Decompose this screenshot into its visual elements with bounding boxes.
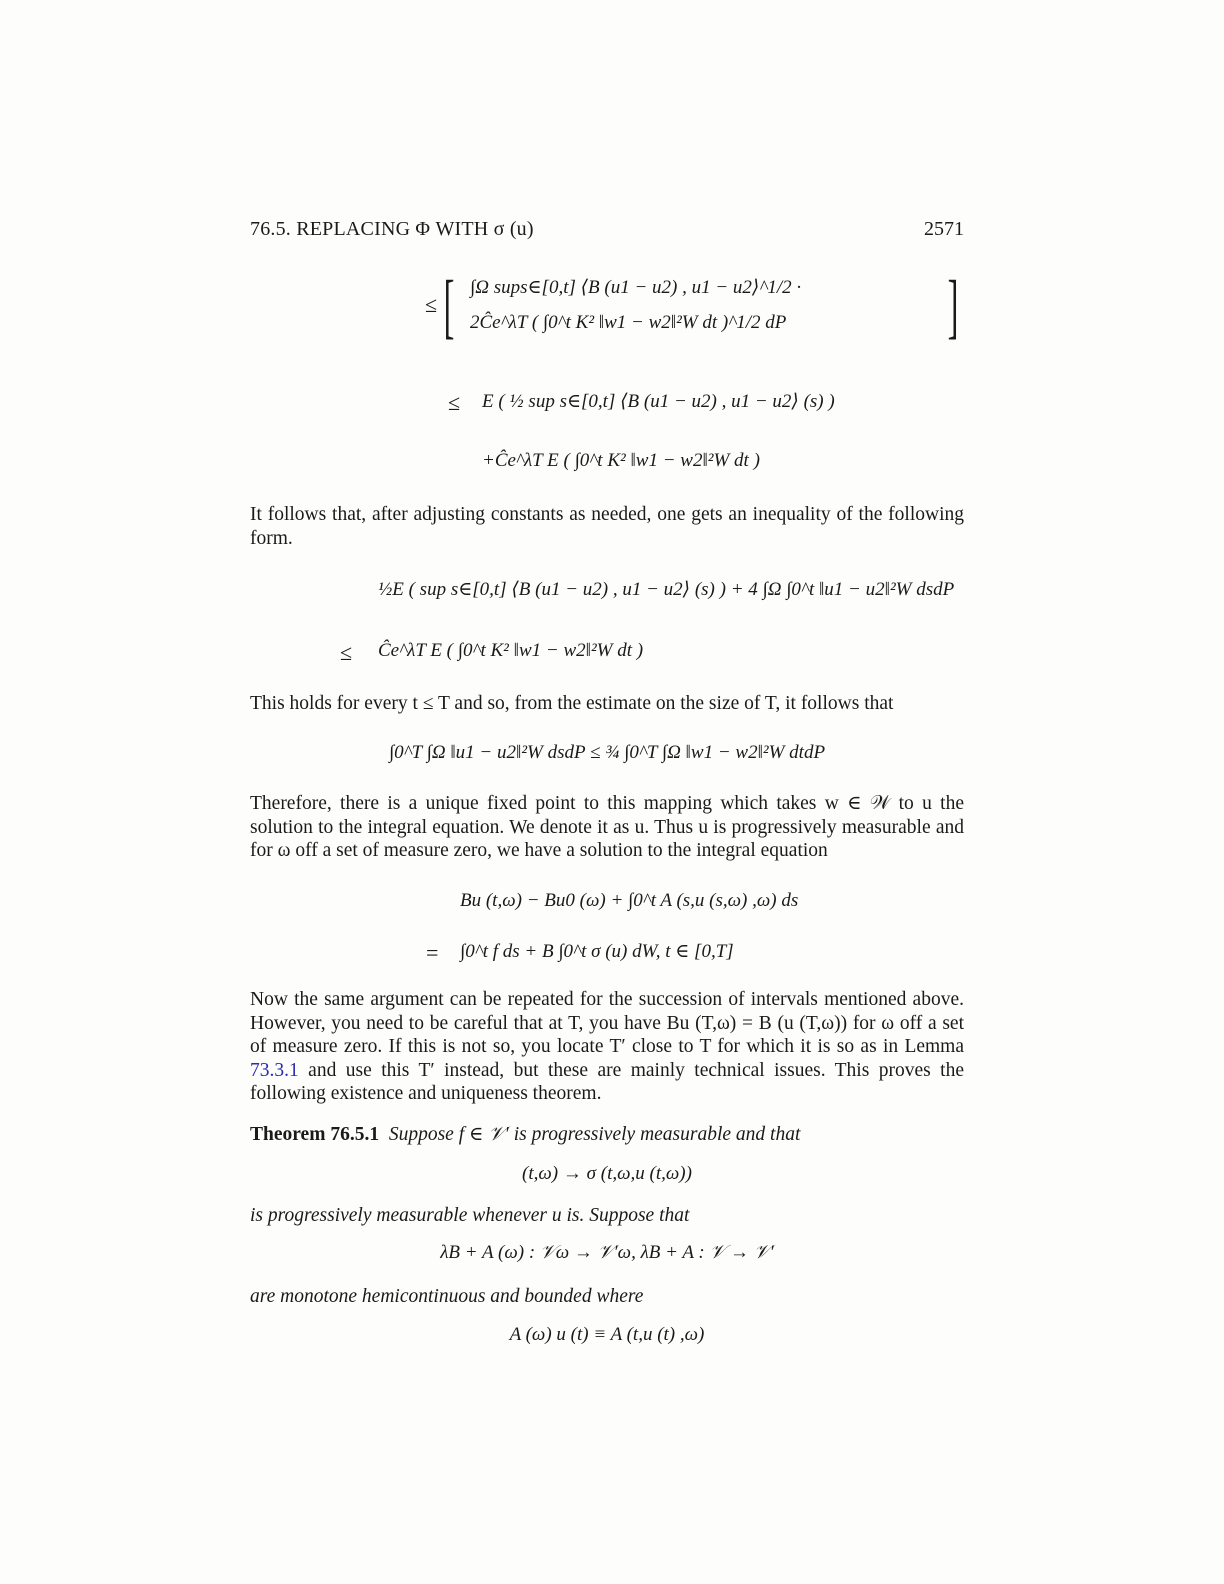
paragraph-4-part-1: Now the same argument can be repeated for the succession of intervals mentioned above. However, you need to be careful that at T, you have Bu (T,ω) = B (u (T,ω)) for ω off a set of measure zero. If this is not so, you locate T′ close to T for which it is so as in Lemma — [250, 989, 964, 1057]
equation-1-line-2: 2Ĉe^λT ( ∫0^t K² ‖w1 − w2‖²W dt )^1/2 dP — [470, 312, 787, 333]
eq-sign: = — [426, 940, 439, 965]
equation-7 — [250, 1242, 964, 1264]
running-header — [250, 218, 964, 244]
equation-5-line-1: Bu (t,ω) − Bu0 (ω) + ∫0^t A (s,u (s,ω) ,ω) ds — [460, 890, 799, 911]
equation-1-line-1: ∫Ω sups∈[0,t] ⟨B (u1 − u2) , u1 − u2⟩^1/2 · — [470, 277, 802, 298]
paragraph-3-text: Therefore, there is a unique fixed point to this mapping which takes w ∈ 𝒲 to u the solution to the integral equation. We denote it as u. Thus u is progressively measurable and for ω off a set of measure zero, we have a solution to the integral equation — [250, 793, 964, 861]
le-sign: ≤ — [448, 390, 461, 415]
equation-8-text: A (ω) u (t) ≡ A (t,u (t) ,ω) — [509, 1324, 705, 1345]
theorem-text-3-block — [250, 1285, 964, 1309]
theorem-line-1 — [250, 1123, 964, 1147]
equation-2-line-1: E ( ½ sup s∈[0,t] ⟨B (u1 − u2) , u1 − u2⟩ (s) ) — [482, 391, 835, 412]
lemma-link[interactable]: 73.3.1 — [250, 1059, 299, 1081]
equation-7-text: λB + A (ω) : 𝒱ω → 𝒱′ω, λB + A : 𝒱 → 𝒱′ — [440, 1242, 774, 1263]
equation-6 — [250, 1163, 964, 1185]
equation-5 — [420, 884, 980, 984]
paragraph-3 — [250, 792, 964, 863]
equation-1 — [425, 266, 965, 352]
theorem-text-2: is progressively measurable whenever u is. Suppose that — [250, 1205, 690, 1226]
paragraph-4 — [250, 988, 964, 1106]
section-title: 76.5. REPLACING Φ WITH σ (u) — [250, 218, 534, 240]
right-bracket: ] — [947, 266, 959, 346]
paragraph-4-text — [250, 988, 964, 1106]
le-sign: ≤ — [340, 640, 353, 665]
paragraph-2-text: This holds for every t ≤ T and so, from the estimate on the size of T, it follows that — [250, 693, 894, 714]
equation-2-line-2: +Ĉe^λT E ( ∫0^t K² ‖w1 − w2‖²W dt ) — [482, 450, 760, 471]
equation-2 — [448, 370, 988, 490]
equation-4 — [250, 742, 964, 782]
theorem-text-1: Suppose f ∈ 𝒱′ is progressively measurable and that — [388, 1124, 801, 1145]
equation-8 — [250, 1324, 964, 1346]
equation-4-text: ∫0^T ∫Ω ‖u1 − u2‖²W dsdP ≤ ¾ ∫0^T ∫Ω ‖w1 − w2‖²W dtdP — [388, 742, 826, 763]
paragraph-1-text: It follows that, after adjusting constants as needed, one gets an inequality of the following form. — [250, 504, 964, 549]
paragraph-2 — [250, 692, 964, 716]
paragraph-1 — [250, 503, 964, 550]
equation-3-line-1: ½E ( sup s∈[0,t] ⟨B (u1 − u2) , u1 − u2⟩ (s) ) + 4 ∫Ω ∫0^t ‖u1 − u2‖²W dsdP — [378, 579, 955, 600]
equation-3-line-2: Ĉe^λT E ( ∫0^t K² ‖w1 − w2‖²W dt ) — [378, 640, 644, 661]
theorem-text-2-block — [250, 1204, 964, 1228]
theorem-text-3: are monotone hemicontinuous and bounded where — [250, 1286, 644, 1307]
left-bracket: [ — [443, 266, 455, 346]
page-number: 2571 — [924, 218, 964, 240]
equation-5-line-2: ∫0^t f ds + B ∫0^t σ (u) dW, t ∈ [0,T] — [460, 941, 734, 962]
le-sign: ≤ — [425, 292, 438, 317]
document-page — [250, 0, 964, 1584]
equation-3 — [340, 566, 955, 676]
equation-6-text: (t,ω) → σ (t,ω,u (t,ω)) — [522, 1163, 692, 1184]
paragraph-4-part-2: and use this T′ instead, but these are mainly technical issues. This proves the following existence and uniqueness theorem. — [250, 1059, 964, 1104]
theorem-label: Theorem 76.5.1 — [250, 1124, 380, 1145]
theorem-statement — [250, 1123, 964, 1147]
